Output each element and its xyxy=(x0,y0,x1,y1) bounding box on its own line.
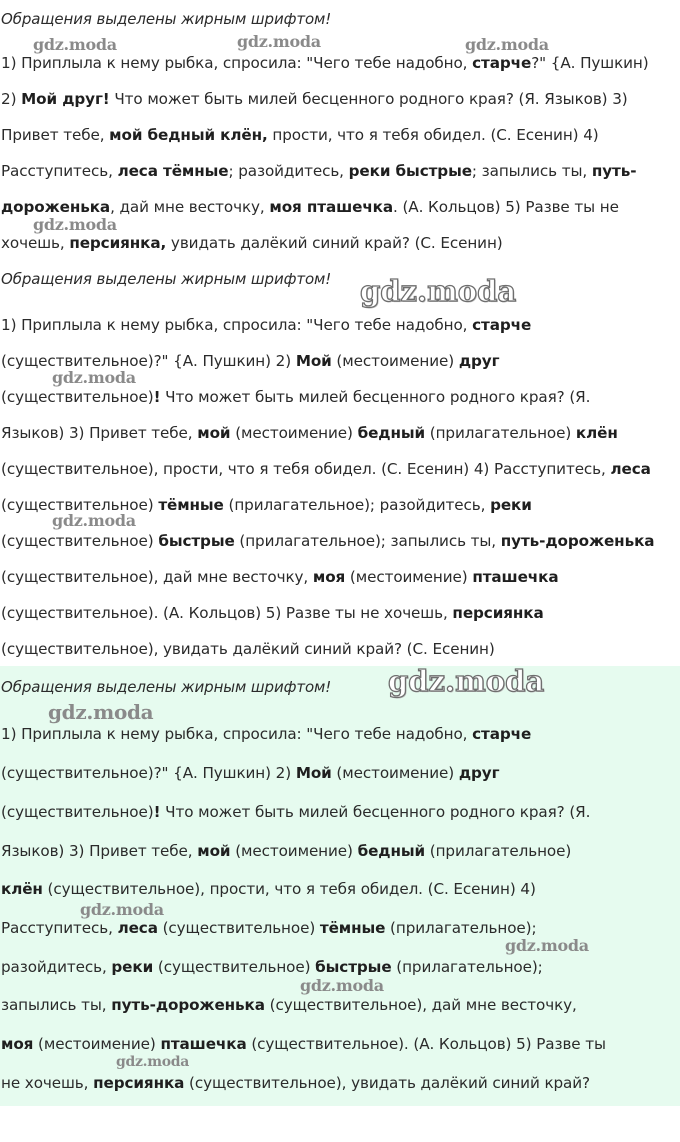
answer-3-line: разойдитесь, реки (существительное) быстрые (прилагательное); xyxy=(1,958,543,976)
watermark: gdz.moda xyxy=(360,274,517,308)
answer-1-line: 2) Мой друг! Что может быть милей бесценного родного края? (Я. Языков) 3) xyxy=(1,90,628,108)
answer-3-line: 1) Приплыла к нему рыбка, спросила: "Чего тебе надобно, старче xyxy=(1,725,532,743)
answer-1-line: 1) Приплыла к нему рыбка, спросила: "Чего тебе надобно, старче?" {А. Пушкин) xyxy=(1,54,649,72)
answer-1-line: дороженька, дай мне весточку, моя пташечка. (А. Кольцов) 5) Разве ты не xyxy=(1,198,619,216)
answer-2-line: (существительное) тёмные (прилагательное); разойдитесь, реки xyxy=(1,496,532,514)
answer-2-header: Обращения выделены жирным шрифтом! xyxy=(1,270,332,288)
answer-3-line: моя (местоимение) пташечка (существительное). (А. Кольцов) 5) Разве ты xyxy=(1,1035,606,1053)
answer-2-line: Языков) 3) Привет тебе, мой (местоимение) бедный (прилагательное) клён xyxy=(1,424,618,442)
answer-1-header: Обращения выделены жирным шрифтом! xyxy=(1,10,332,28)
answer-2-line: (существительное)! Что может быть милей бесценного родного края? (Я. xyxy=(1,388,591,406)
answer-3-header: Обращения выделены жирным шрифтом! xyxy=(1,678,332,696)
answer-2-line: (существительное), дай мне весточку, моя (местоимение) пташечка xyxy=(1,568,559,586)
answer-2-line: (существительное), прости, что я тебя обидел. (С. Есенин) 4) Расступитесь, леса xyxy=(1,460,651,478)
answer-3-line: Расступитесь, леса (существительное) тёмные (прилагательное); xyxy=(1,919,537,937)
watermark: gdz.moda xyxy=(48,700,154,724)
watermark: gdz.moda xyxy=(505,936,589,955)
answer-block-1 xyxy=(0,0,680,262)
watermark: gdz.moda xyxy=(300,976,384,995)
answer-3-line: не хочешь, персиянка (существительное), увидать далёкий синий край? xyxy=(1,1074,590,1092)
answer-1-line: Привет тебе, мой бедный клён, прости, что я тебя обидел. (С. Есенин) 4) xyxy=(1,126,599,144)
answer-3-line: (существительное)?" {А. Пушкин) 2) Мой (местоимение) друг xyxy=(1,764,500,782)
watermark: gdz.moda xyxy=(33,35,117,54)
answer-block-2 xyxy=(0,262,680,666)
answer-1-line: хочешь, персиянка, увидать далёкий синий край? (С. Есенин) xyxy=(1,234,503,252)
watermark: gdz.moda xyxy=(237,32,321,51)
watermark: gdz.moda xyxy=(80,900,164,919)
watermark: gdz.moda xyxy=(388,664,545,698)
answer-2-line: (существительное). (А. Кольцов) 5) Разве ты не хочешь, персиянка xyxy=(1,604,544,622)
answer-2-line: 1) Приплыла к нему рыбка, спросила: "Чего тебе надобно, старче xyxy=(1,316,532,334)
watermark: gdz.moda xyxy=(465,35,549,54)
answer-3-line: запылись ты, путь-дороженька (существительное), дай мне весточку, xyxy=(1,996,577,1014)
answer-block-3 xyxy=(0,666,680,1106)
answer-2-line: (существительное) быстрые (прилагательное); запылись ты, путь-дороженька xyxy=(1,532,655,550)
watermark: gdz.moda xyxy=(116,1054,190,1070)
answer-2-line: (существительное)?" {А. Пушкин) 2) Мой (местоимение) друг xyxy=(1,352,500,370)
answer-1-line: Расступитесь, леса тёмные; разойдитесь, реки быстрые; запылись ты, путь- xyxy=(1,162,637,180)
answer-3-line: Языков) 3) Привет тебе, мой (местоимение) бедный (прилагательное) xyxy=(1,842,572,860)
watermark: gdz.moda xyxy=(52,368,136,387)
answer-3-line: (существительное)! Что может быть милей бесценного родного края? (Я. xyxy=(1,803,591,821)
watermark: gdz.moda xyxy=(52,511,136,530)
answer-2-line: (существительное), увидать далёкий синий край? (С. Есенин) xyxy=(1,640,495,658)
watermark: gdz.moda xyxy=(33,215,117,234)
answer-3-line: клён (существительное), прости, что я тебя обидел. (С. Есенин) 4) xyxy=(1,880,536,898)
